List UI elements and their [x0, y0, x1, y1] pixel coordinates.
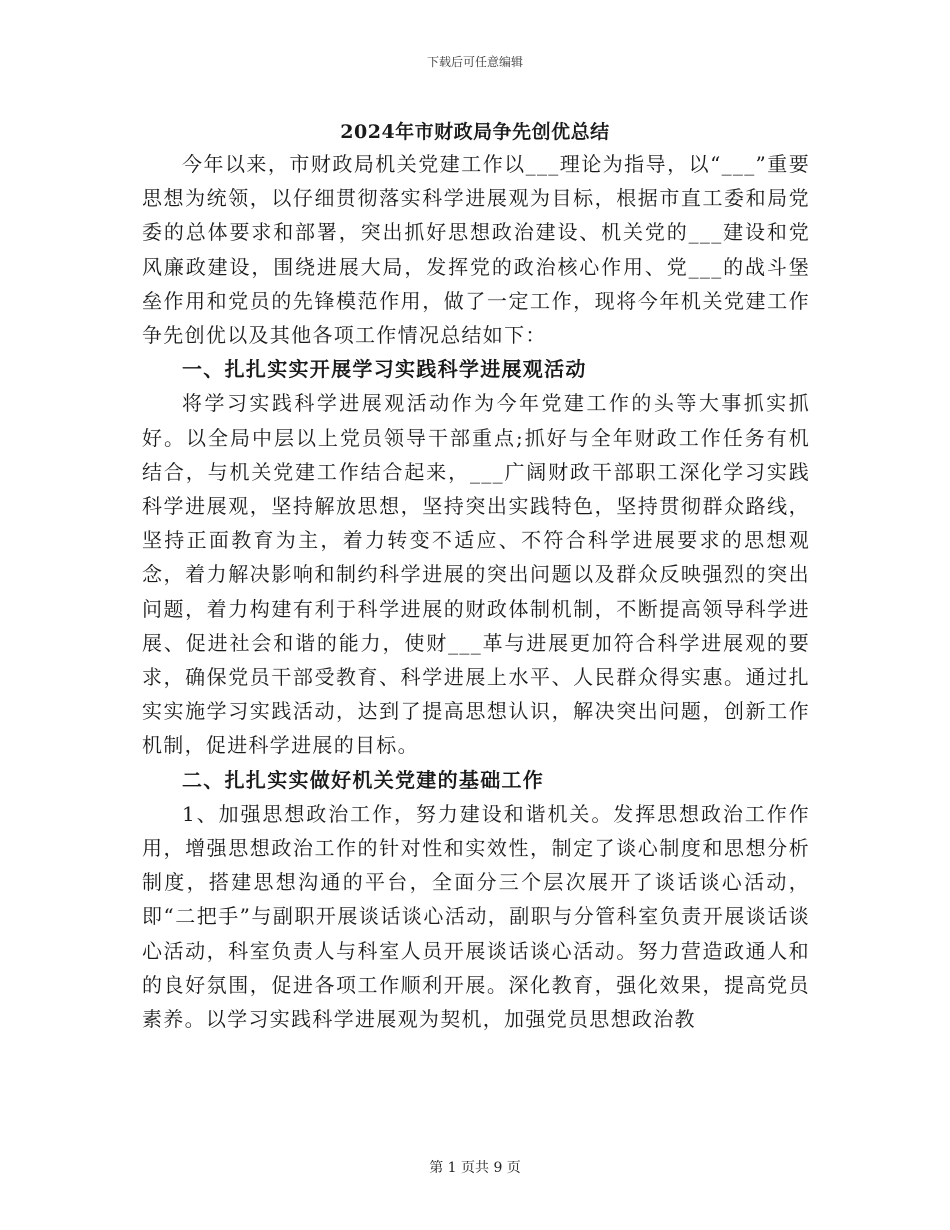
- document-body: [142, 147, 810, 1036]
- header-note: 下载后可任意编辑: [426, 55, 523, 69]
- page-number-footer: 第 1 页共 9 页: [429, 1160, 521, 1176]
- section-heading-2: 二、扎扎实实做好机关党建的基础工作: [182, 767, 545, 792]
- document-title: 2024年市财政局争先创优总结: [340, 121, 610, 143]
- section-paragraph-2: 1、加强思想政治工作，努力建设和谐机关。发挥思想政治工作作用，增强思想政治工作的针对性和实效性，制定了谈心制度和思想分析制度，搭建思想沟通的平台，全面分三个层次展开了谈话谈心活动，即“二把手”与副职开展谈话谈心活动，副职与分管科室负责开展谈话谈心活动，科室负责人与科室人员开展谈话谈心活动。努力营造政通人和的良好氛围，促进各项工作顺利开展。深化教育，强化效果，提高党员素养。以学习实践科学进展观为契机，加强党员思想政治教: [142, 801, 810, 1032]
- section-heading-1: 一、扎扎实实开展学习实践科学进展观活动: [182, 357, 587, 382]
- intro-paragraph: 今年以来，市财政局机关党建工作以___理论为指导，以“___”重要思想为统领，以仔细贯彻落实科学进展观为目标，根据市直工委和局党委的总体要求和部署，突出抓好思想政治建设、机关党的___建设和党风廉政建设，围绕进展大局，发挥党的政治核心作用、党___的战斗堡垒作用和党员的先锋模范作用，做了一定工作，现将今年机关党建工作争先创优以及其他各项工作情况总结如下：: [142, 152, 810, 348]
- section-paragraph-1: 将学习实践科学进展观活动作为今年党建工作的头等大事抓实抓好。以全局中层以上党员领导干部重点;抓好与全年财政工作任务有机结合，与机关党建工作结合起来，___广阔财政干部职工深化学习实践科学进展观，坚持解放思想，坚持突出实践特色，坚持贯彻群众路线，坚持正面教育为主，着力转变不适应、不符合科学进展要求的思想观念，着力解决影响和制约科学进展的突出问题以及群众反映强烈的突出问题，着力构建有利于科学进展的财政体制机制，不断提高领导科学进展、促进社会和谐的能力，使财___革与进展更加符合科学进展观的要求，确保党员干部受教育、科学进展上水平、人民群众得实惠。通过扎实实施学习实践活动，达到了提高思想认识，解决突出问题，创新工作机制，促进科学进展的目标。: [142, 391, 810, 758]
